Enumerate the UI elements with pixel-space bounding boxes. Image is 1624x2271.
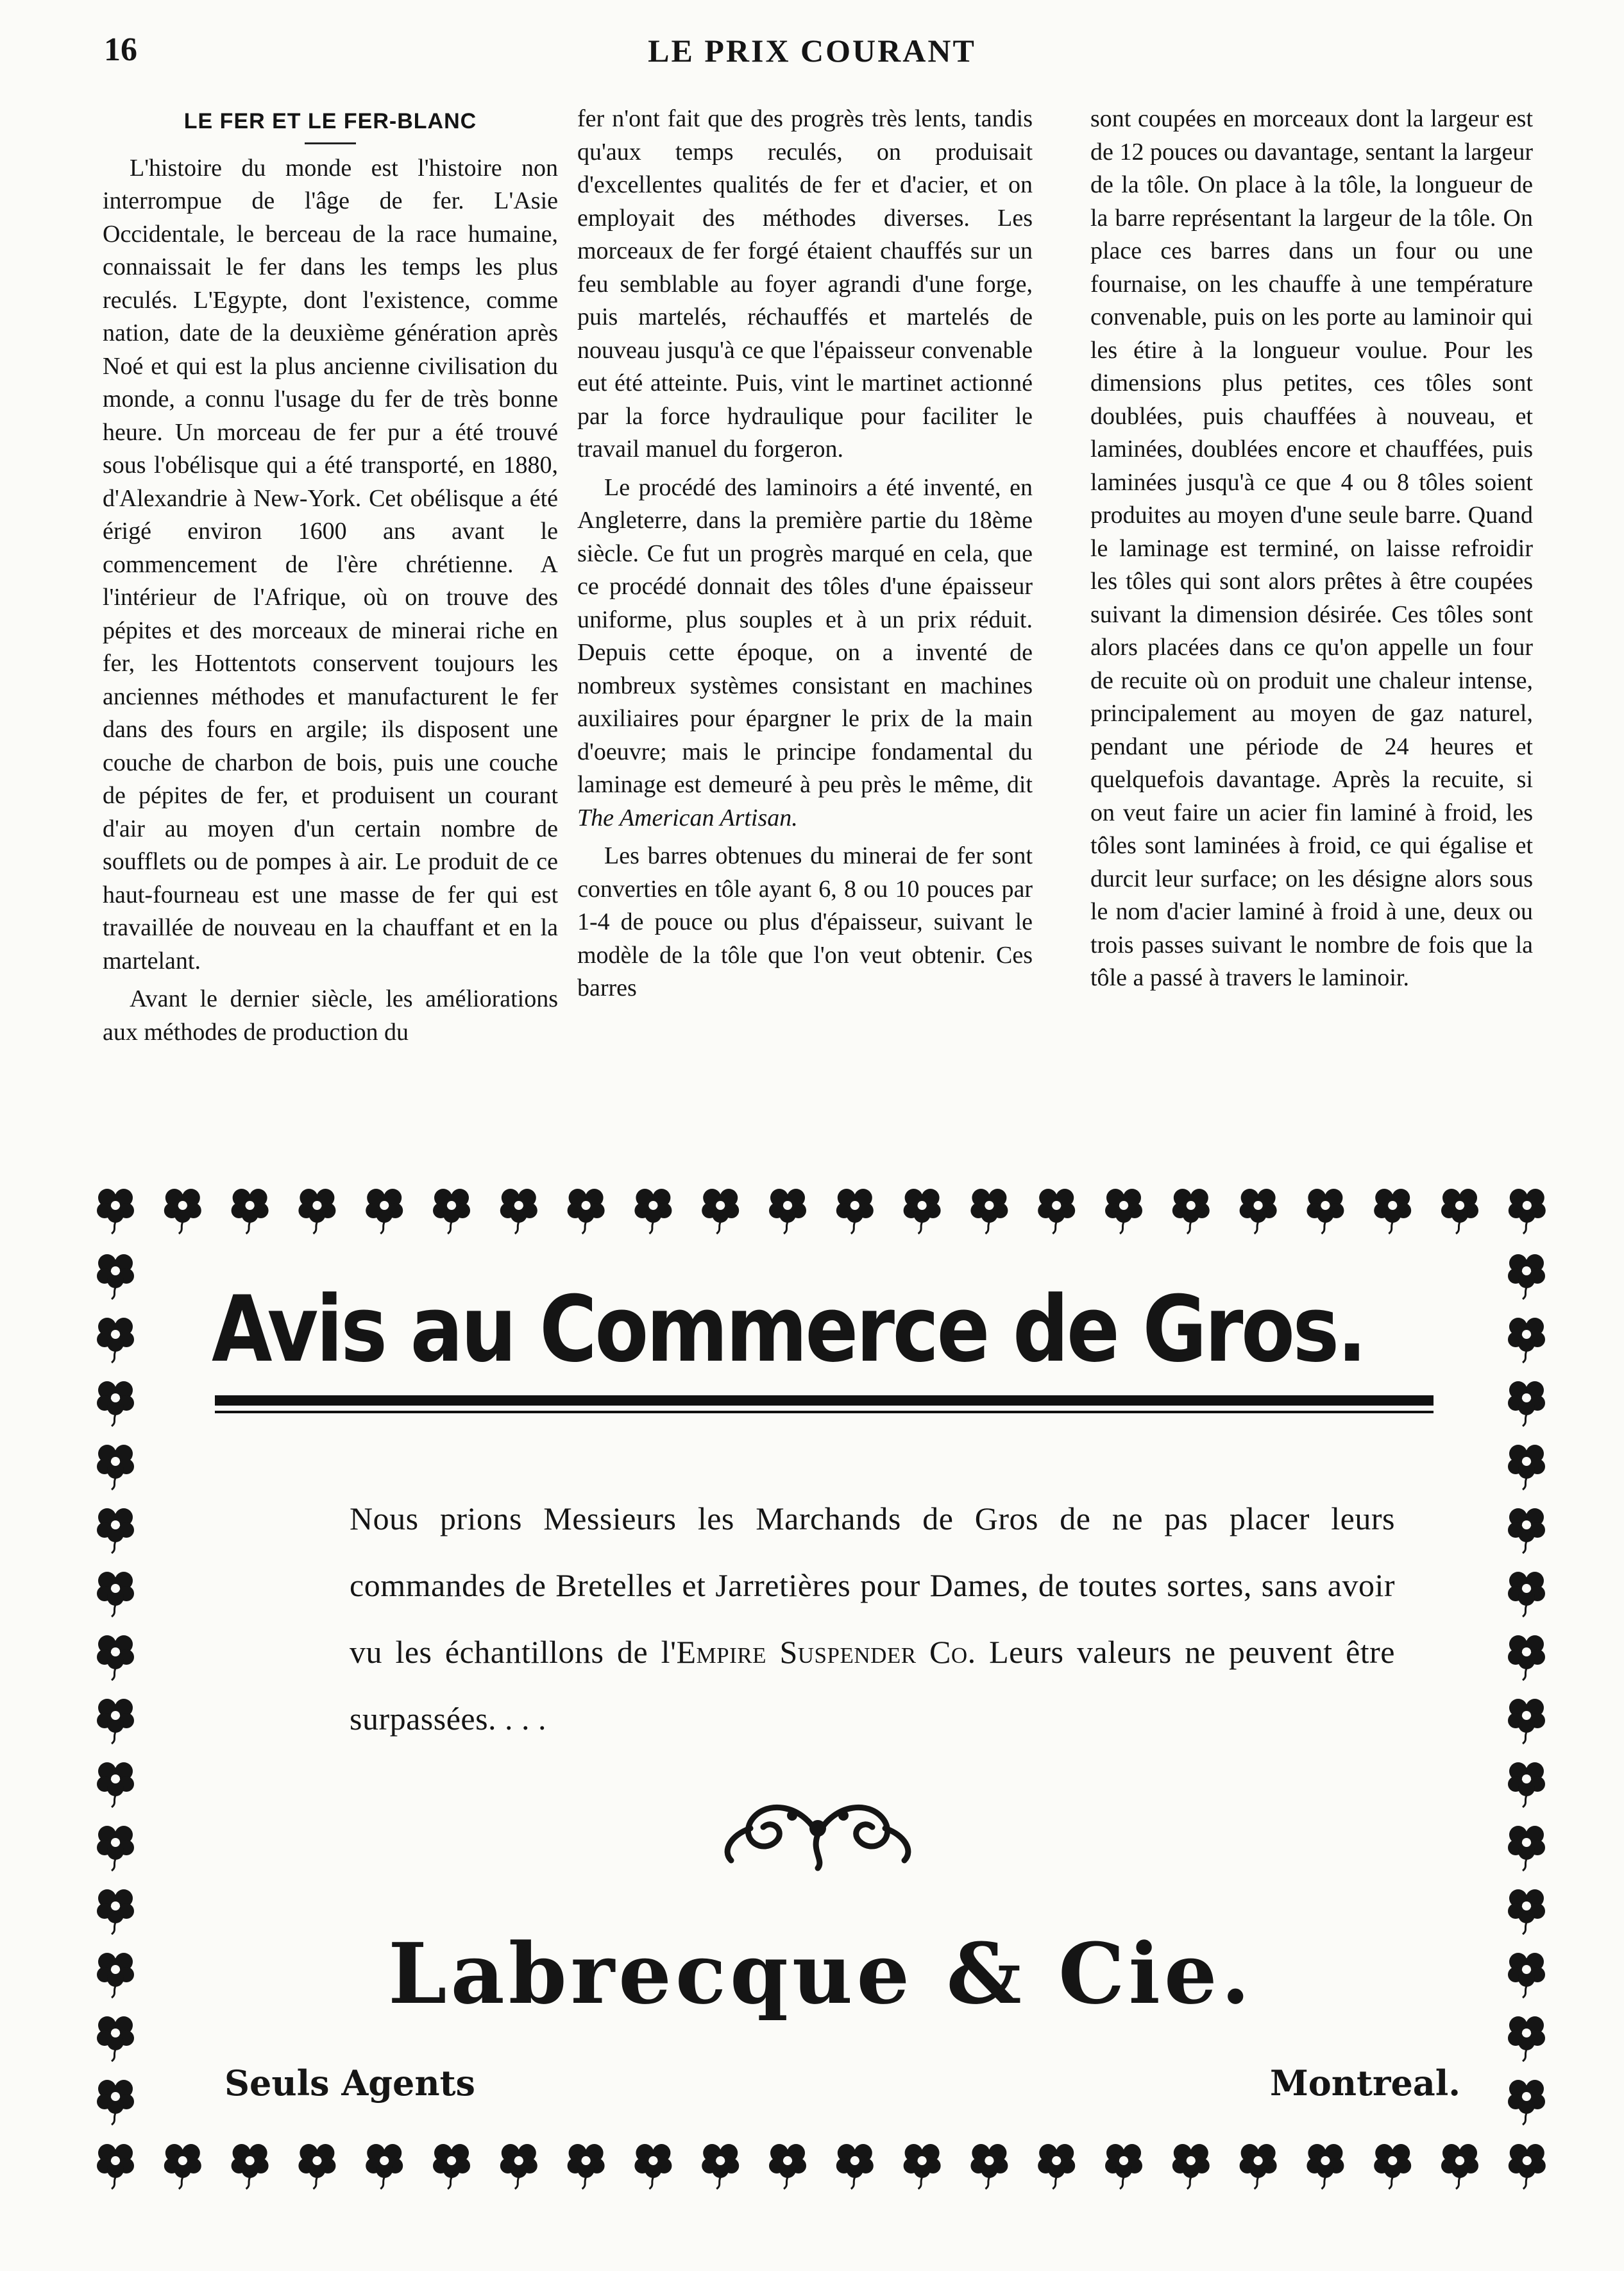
- ad-rule: [215, 1395, 1434, 1406]
- flourish-ornament-icon: [712, 1790, 924, 1873]
- article-column-3: [1090, 103, 1533, 1000]
- city-label: Montreal.: [1270, 2063, 1461, 2104]
- company-name: Empire Suspender Co.: [676, 1634, 976, 1670]
- firm-name: Labrecque & Cie.: [388, 1925, 1254, 2023]
- article-column-2: [577, 103, 1033, 1010]
- ad-rule: [215, 1411, 1434, 1413]
- ad-body: [350, 1485, 1395, 1752]
- running-title: LE PRIX COURANT: [648, 33, 976, 69]
- title-rule: [305, 142, 356, 144]
- ad-body-text: Nous prions Messieurs les Marchands de Gros de ne pas placer leurs commandes de Bretelles et Jarretières pour Dames, de toutes sortes, sans avoir vu les échantillons de l': [350, 1501, 1395, 1670]
- paragraph: Les barres obtenues du minerai de fer sont converties en tôle ayant 6, 8 ou 10 pouces par 1-4 de pouce ou plus d'épaisseur, suivant le modèle de la tôle que l'on veut obtenir. Ces barres: [577, 842, 1033, 1001]
- paragraph: Avant le dernier siècle, les améliorations aux méthodes de production du: [103, 985, 558, 1046]
- paragraph-text: Le procédé des laminoirs a été inventé, en Angleterre, dans la première partie du 18ème siècle. Ce fut un progrès marqué en cela, que ce procédé donnait des tôles d'une épaisseur uniforme, plus souples et à un prix réduit. Depuis cette époque, on a inventé de nombreux systèmes consistant en machines auxiliaires pour épargner le prix de la main d'oeuvre; mais le principe fondamental du laminage est demeuré à peu près le même, dit: [577, 473, 1033, 798]
- paragraph: sont coupées en morceaux dont la largeur est de 12 pouces ou davantage, sentant la largeur de la tôle. On place à la tôle, la longueur de la barre représentant la largeur de la tôle. On place ces barres dans un four ou une fournaise, on les chauffe à une température convenable, puis on les porte au laminoir qui les étire à la longueur voulue. Pour les dimensions plus petites, ces tôles sont doublées, puis chauffées à nouveau, et laminées, doublées encore et chauffées, puis laminées jusqu'à ce que 4 ou 8 tôles soient produites au moyen d'une seule barre. Quand le laminage est terminé, on laisse refroidir les tôles qui sont alors prêtes à être coupées suivant la dimension désirée. Ces tôles sont alors placées dans ce qu'on appelle un four de recuite où on produit une chaleur intense, principalement au moyen de gaz naturel, pendant une période de 24 heures et quelquefois davantage. Après la recuite, si on veut faire un acier fin laminé à froid, les tôles sont laminées à froid, ce qui égalise et durcit leur surface; on les désigne alors sous le nom d'acier laminé à froid à une, deux ou trois passes suivant le nombre de fois que la tôle a passé à travers le laminoir.: [1090, 105, 1533, 991]
- page-number: 16: [104, 31, 137, 68]
- ad-body-text: Leurs valeurs ne peuvent être surpassées. . . .: [350, 1634, 1395, 1737]
- article: [103, 103, 1536, 1148]
- article-column-1: [103, 103, 558, 1054]
- agents-label: Seuls Agents: [224, 2063, 475, 2104]
- source-citation: The American Artisan.: [577, 804, 798, 831]
- paragraph: fer n'ont fait que des progrès très lents, tandis qu'aux temps reculés, on produisait d'excellentes qualités de fer et d'acier, et on employait des méthodes diverses. Les morceaux de fer forgé étaient chauffés sur un feu semblable au foyer agrandi d'une forge, puis martelés, réchauffés et martelés de nouveau jusqu'à ce que l'épaisseur convenable eut été atteinte. Puis, vint le martinet actionné par la force hydraulique pour faciliter le travail manuel du forgeron.: [577, 105, 1033, 463]
- article-title: LE FER ET LE FER-BLANC: [183, 109, 477, 133]
- pansy-flower-icon: [90, 1177, 1552, 1239]
- paragraph: [577, 472, 1033, 835]
- pansy-flower-icon: [90, 2132, 1552, 2194]
- paragraph: L'histoire du monde est l'histoire non interrompue de l'âge de fer. L'Asie Occidentale, le berceau de la race humaine, connaissait le fer dans les temps les plus reculés. L'Egypte, dont l'existence, comme nation, date de la deuxième génération après Noé et qui est la plus ancienne civilisation du monde, a connu l'usage du fer de très bonne heure. Un morceau de fer pur a été trouvé sous l'obélisque qui a été transporté, en 1880, d'Alexandrie à New-York. Cet obélisque a été érigé environ 1600 ans avant le commencement de l'ère chrétienne. A l'intérieur de l'Afrique, où on trouve des pépites et des morceaux de minerai riche en fer, les Hottentots conservent toujours les anciennes méthodes et manufacturent le fer dans des fours en argile; ils disposent une couche de charbon de bois, puis une couche de pépites de fer, et produisent un courant d'air au moyen d'un certain nombre de soufflets ou de pompes à air. Le produit de ce haut-fourneau est une masse de fer qui est travaillée de nouveau en la chauffant et en la martelant.: [103, 154, 558, 974]
- ad-headline: Avis au Commerce de Gros.: [212, 1277, 1365, 1382]
- advertisement: [90, 1177, 1552, 2194]
